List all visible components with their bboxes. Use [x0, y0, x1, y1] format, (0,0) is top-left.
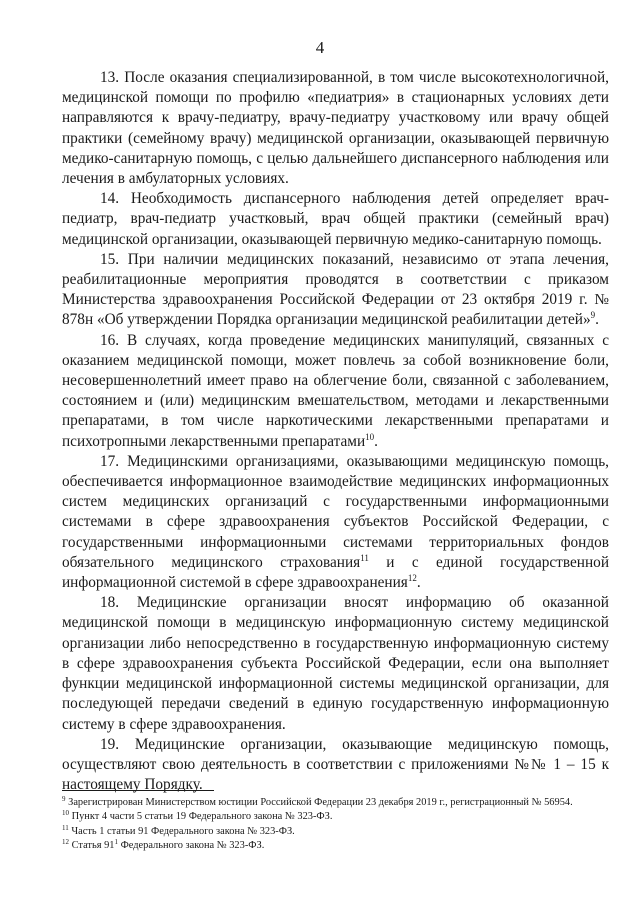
footnote-text: Зарегистрирован Министерством юстиции Российской Федерации 23 декабря 2019 г., регистрационный № 56954. [68, 797, 573, 808]
paragraph-tail-end: . [416, 574, 421, 592]
footnote-11 [62, 825, 622, 839]
paragraph-text: 14. Необходимость диспансерного наблюдения детей определяет врач-педиатр, врач-педиатр участковый, врач общей практики (семейный врач) медицинской организации, оказывающей первичную медико-санитарную помощь. [62, 190, 609, 248]
footnote-ref-12[interactable]: 12 [407, 573, 417, 584]
paragraph-tail: и с единой государственной информационной системой в сфере здравоохранения [62, 553, 610, 592]
footnote-9 [62, 796, 622, 810]
footnote-10 [62, 810, 622, 824]
paragraph-tail: . [374, 432, 378, 450]
footnote-ref-11[interactable]: 11 [360, 552, 369, 563]
footnote-number: 12 [62, 837, 69, 846]
document-body [62, 68, 609, 795]
paragraph-tail: . [595, 311, 599, 329]
footnote-number: 10 [62, 809, 69, 818]
paragraph-16 [62, 331, 609, 452]
footnote-number: 11 [62, 823, 69, 832]
footnote-text: Часть 1 статьи 91 Федерального закона № 323-ФЗ. [71, 825, 295, 837]
footnote-ref-9[interactable]: 9 [590, 310, 596, 321]
paragraph-text: 18. Медицинские организации вносят информацию об оказанной медицинской помощи в медицинскую информационную систему медицинской организации либо непосредственно в государственную информационную систему в сфере здравоохранения субъекта Российской Федерации, если она выполняет функции медицинской информационной системы медицинской организации, для последующей передачи сведений в единую государственную информационную систему в сфере здравоохранения. [62, 594, 609, 733]
paragraph-17 [62, 452, 609, 593]
footnote-text: Статья 91 [71, 839, 115, 851]
footnote-12 [62, 839, 622, 853]
paragraph-18 [62, 593, 609, 734]
footnote-ref-10[interactable]: 10 [365, 431, 375, 442]
paragraph-text: 16. В случаях, когда проведение медицинских манипуляций, связанных с оказанием медицинской помощи, может повлечь за собой возникновение боли, несовершеннолетний имеет право на облегчение боли, связанной с заболеванием, состоянием и (или) медицинским вмешательством, методами и лекарственными препаратами, в том числе наркотическими лекарственными препаратами и психотропными лекарственными препаратами [62, 331, 609, 450]
paragraph-15 [62, 250, 609, 331]
footnote-text: Пункт 4 части 5 статьи 19 Федерального закона № 323-ФЗ. [71, 811, 333, 823]
paragraph-13 [62, 68, 609, 189]
footnote-superscript: 1 [114, 837, 118, 846]
footnote-divider [62, 790, 214, 791]
paragraph-19 [62, 735, 609, 796]
paragraph-text: 19. Медицинские организации, оказывающие медицинскую помощь, осуществляют свою деятельность в соответствии с приложениями №№ 1 – 15 к настоящему Порядку. [62, 735, 609, 794]
paragraph-14 [62, 189, 609, 250]
page-number: 4 [315, 38, 325, 57]
paragraph-text: 15. При наличии медицинских показаний, независимо от этапа лечения, реабилитационные мероприятия проводятся в соответствии с приказом Министерства здравоохранения Российской Федерации от 23 октября 2019 г. № 878н «Об утверждении Порядка организации медицинской реабилитации детей» [62, 250, 609, 329]
paragraph-text: 17. Медицинскими организациями, оказывающими медицинскую помощь, обеспечивается информационное взаимодействие медицинских информационных систем медицинских организаций с государственными информационными системами в сфере здравоохранения субъектов Российской Федерации, с государственными информационными системами территориальных фондов обязательного медицинского страхования [62, 452, 609, 571]
footnotes [62, 796, 622, 853]
paragraph-text: 13. После оказания специализированной, в том числе высокотехнологичной, медицинской помощи по профилю «педиатрия» в стационарных условиях дети направляются к врачу-педиатру, врачу-педиатру участковому или врачу общей практики (семейному врачу) медицинской организации, оказывающей первичную медико-санитарную помощь, с целью дальнейшего диспансерного наблюдения или лечения в амбулаторных условиях. [62, 69, 609, 188]
footnote-number: 9 [62, 795, 66, 803]
footnote-text-tail: Федерального закона № 323-ФЗ. [117, 839, 265, 851]
